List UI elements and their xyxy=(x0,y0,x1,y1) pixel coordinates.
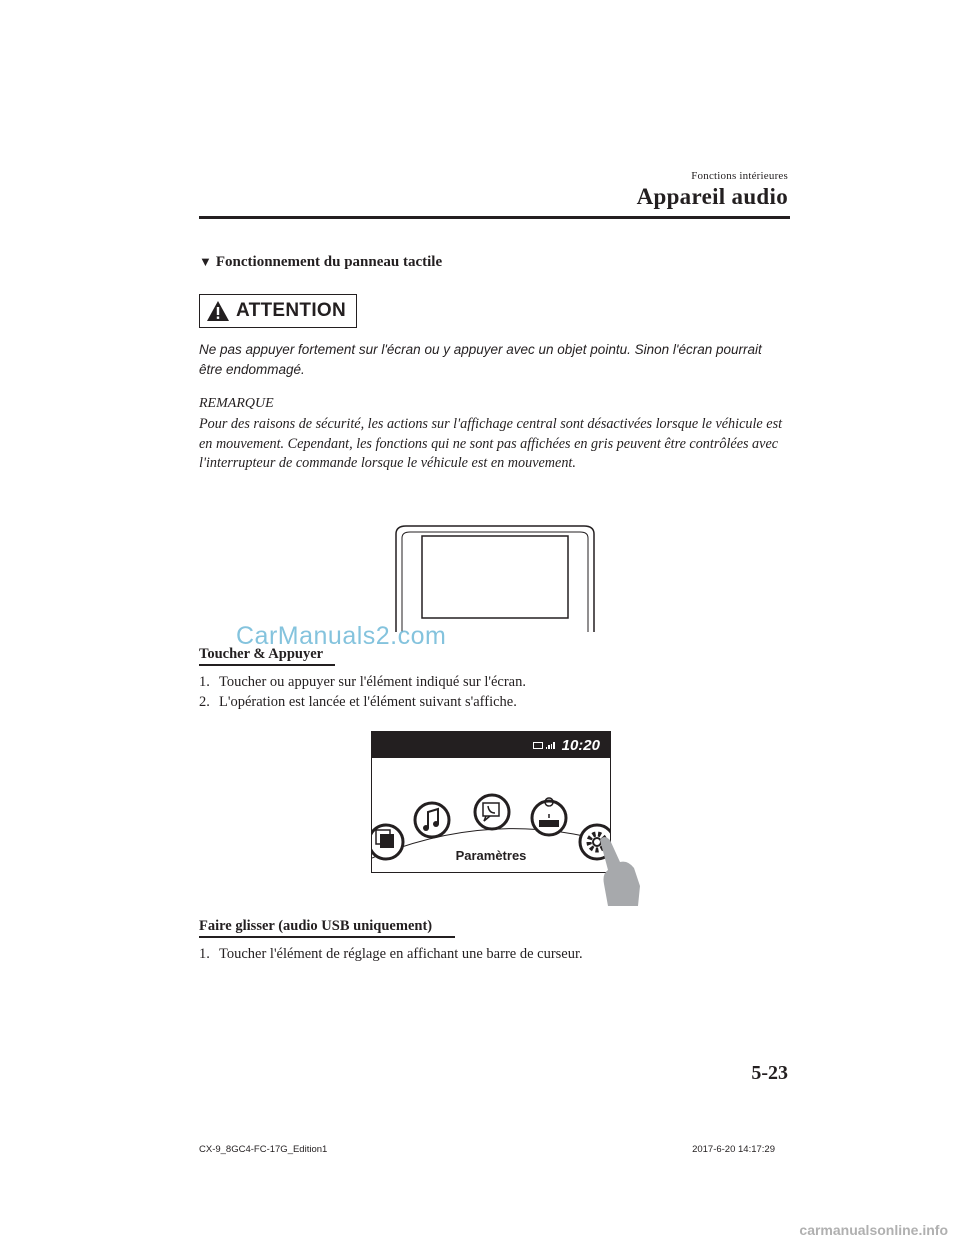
list-item xyxy=(199,672,526,692)
drag-heading: Faire glisser (audio USB uniquement) xyxy=(199,918,433,934)
section-heading xyxy=(199,254,442,271)
chapter-label: Fonctions intérieures xyxy=(691,170,788,182)
list-item xyxy=(199,692,526,712)
page-title: Appareil audio xyxy=(636,184,788,209)
touch-heading: Toucher & Appuyer xyxy=(199,646,324,662)
note-label: REMARQUE xyxy=(199,396,274,411)
step-text: L'opération est lancée et l'élément suivant s'affiche. xyxy=(219,694,517,710)
section-heading-text: Fonctionnement du panneau tactile xyxy=(215,254,443,270)
print-timestamp: 2017-6-20 14:17:29 xyxy=(692,1144,775,1155)
attention-box xyxy=(199,294,357,328)
site-watermark: carmanualsonline.info xyxy=(799,1222,948,1238)
settings-label: Paramètres xyxy=(455,848,527,863)
list-item xyxy=(199,944,583,964)
header-divider xyxy=(199,216,790,219)
step-number: 1. xyxy=(199,674,210,690)
clock: 10:20 xyxy=(561,736,600,754)
step-number: 1. xyxy=(199,946,210,962)
page-number: 5-23 xyxy=(751,1062,788,1084)
touch-heading-underline xyxy=(199,664,335,666)
navigation-icon xyxy=(532,798,566,835)
document-id: CX-9_8GC4-FC-17G_Edition1 xyxy=(199,1144,328,1155)
step-text: Toucher l'élément de réglage en affichant une barre de curseur. xyxy=(219,946,583,962)
signal-icon xyxy=(546,742,556,749)
battery-icon xyxy=(533,742,543,749)
note-text: Pour des raisons de sécurité, les actions sur l'affichage central sont désactivées lorsque le véhicule est en mouvement. Cependant, les fonctions qui ne sont pas affichées en gris peuvent être contrôlées avec l'interrupteur de commande lorsque le véhicule est en mouvement. xyxy=(199,416,783,471)
step-text: Toucher ou appuyer sur l'élément indiqué sur l'écran. xyxy=(219,674,526,690)
drag-heading-underline xyxy=(199,936,455,938)
pointing-finger-icon xyxy=(598,834,640,906)
center-display-illustration xyxy=(380,520,610,632)
music-icon xyxy=(415,803,449,837)
attention-text: Ne pas appuyer fortement sur l'écran ou y appuyer avec un objet pointu. Sinon l'écran pourrait être endommagé. xyxy=(199,342,762,377)
attention-label: ATTENTION xyxy=(236,300,347,321)
watermark: CarManuals2.com xyxy=(236,622,447,650)
step-number: 2. xyxy=(199,694,210,710)
communication-icon xyxy=(475,795,509,829)
warning-icon xyxy=(206,300,230,322)
infotainment-screen-illustration xyxy=(371,731,611,873)
touch-steps xyxy=(199,672,526,712)
triangle-down-icon: ▼ xyxy=(199,254,212,269)
status-bar xyxy=(372,732,610,758)
